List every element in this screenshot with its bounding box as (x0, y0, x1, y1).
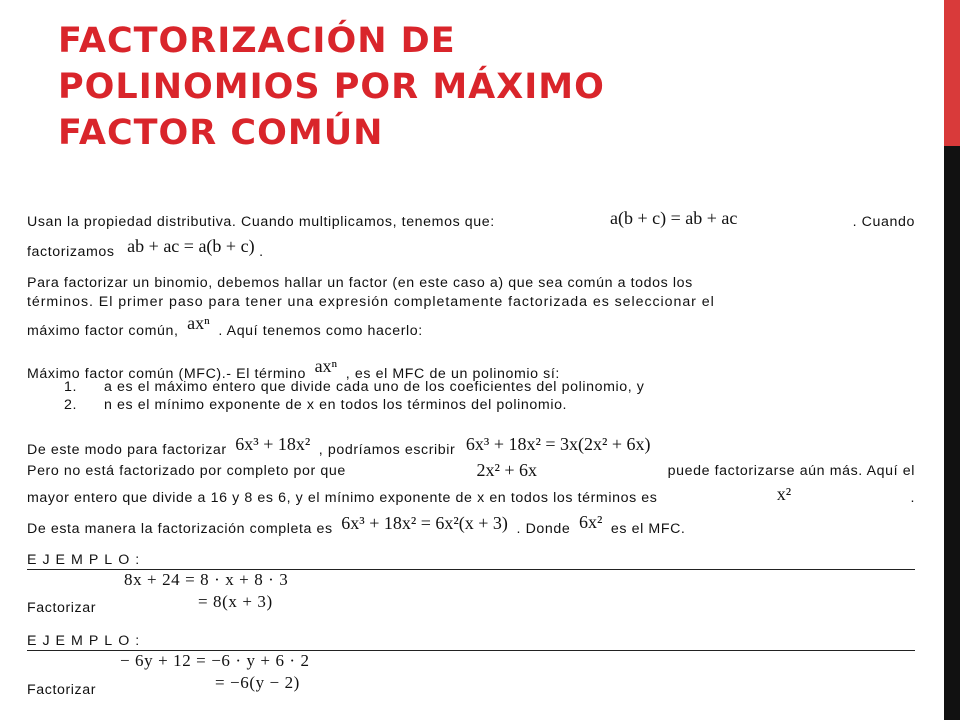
mfc-intro-b: , es el MFC de un polinomio sí: (345, 366, 560, 382)
example-2-caption: Factorizar (27, 682, 97, 698)
p3-math-4: x² (776, 484, 792, 504)
mfc-item-2 (64, 397, 567, 413)
mfc-math: axⁿ (314, 356, 338, 376)
p2-line-2: términos. El primer paso para tener una expresión completamente factorizada es seleccionar el (27, 294, 715, 310)
p2-text-3b: . Aquí tenemos como hacerlo: (218, 323, 423, 339)
example-1-eq-2: = 8(x + 3) (198, 592, 273, 611)
title-line-1: FACTORIZACIÓN DE (58, 21, 456, 61)
side-accent-red (944, 0, 960, 146)
mfc-item-2-text: n es el mínimo exponente de x en todos los términos del polinomio. (104, 397, 568, 413)
mfc-intro-a: Máximo factor común (MFC).- El término (27, 366, 307, 382)
p3-text-d: puede factorizarse aún más. Aquí el (667, 463, 915, 479)
example-2-eq-2: = −6(y − 2) (215, 673, 300, 692)
p2-text-3a: máximo factor común, (27, 323, 179, 339)
p3-math-2: 6x³ + 18x² = 3x(2x² + 6x) (465, 434, 651, 454)
p3-math-5: 6x³ + 18x² = 6x²(x + 3) (341, 513, 508, 533)
p1-text-4: . (259, 244, 264, 260)
p3-text-i: es el MFC. (610, 521, 686, 537)
p1-text-2: . Cuando (852, 214, 915, 230)
p1-math-2: ab + ac = a(b + c) (127, 236, 255, 256)
p2-line-3 (27, 313, 423, 340)
p3-text-a: De este modo para factorizar (27, 442, 227, 458)
p1-line-2 (27, 236, 264, 261)
p3-math-6: 6x² (578, 512, 603, 532)
mfc-item-1-text: a es el máximo entero que divide cada uno de los coeficientes del polinomio, y (104, 379, 645, 395)
mfc-item-2-num: 2. (64, 397, 78, 413)
example-2-eq-1: − 6y + 12 = −6 · y + 6 · 2 (120, 651, 310, 670)
p3-text-f: . (910, 490, 915, 506)
p3-text-b: , podríamos escribir (318, 442, 456, 458)
p1-line-1 (27, 208, 915, 235)
p3-text-h: . Donde (516, 521, 571, 537)
p1-text-1: Usan la propiedad distributiva. Cuando multiplicamos, tenemos que: (27, 214, 495, 230)
p3-text-c: Pero no está factorizado por completo por que (27, 463, 346, 479)
side-accent-black (944, 146, 960, 720)
page-title (58, 18, 605, 156)
example-1-eq-1: 8x + 24 = 8 · x + 8 · 3 (124, 570, 289, 589)
example-1-caption: Factorizar (27, 600, 97, 616)
p3-text-g: De esta manera la factorización completa es (27, 521, 333, 537)
p2-math: axⁿ (187, 313, 210, 333)
p1-math-1: a(b + c) = ab + ac (610, 208, 738, 228)
p3-math-1: 6x³ + 18x² (235, 434, 311, 454)
p3-line-1 (27, 434, 651, 459)
p3-line-3 (27, 484, 915, 511)
p3-text-e: mayor entero que divide a 16 y 8 es 6, y el mínimo exponente de x en todos los términos es (27, 490, 658, 506)
mfc-item-1 (64, 379, 645, 395)
p3-line-2 (27, 460, 915, 484)
title-line-2: POLINOMIOS POR MÁXIMO (58, 67, 605, 107)
title-line-3: FACTOR COMÚN (58, 113, 384, 153)
p1-text-3: factorizamos (27, 244, 115, 260)
p2-line-1: Para factorizar un binomio, debemos hallar un factor (en este caso a) que sea común a todos los (27, 275, 693, 291)
mfc-item-1-num: 1. (64, 379, 78, 395)
p3-math-3: 2x² + 6x (476, 460, 537, 480)
example-1-label: EJEMPLO: (27, 552, 146, 568)
p3-line-4 (27, 512, 686, 538)
example-2-label: EJEMPLO: (27, 633, 146, 649)
